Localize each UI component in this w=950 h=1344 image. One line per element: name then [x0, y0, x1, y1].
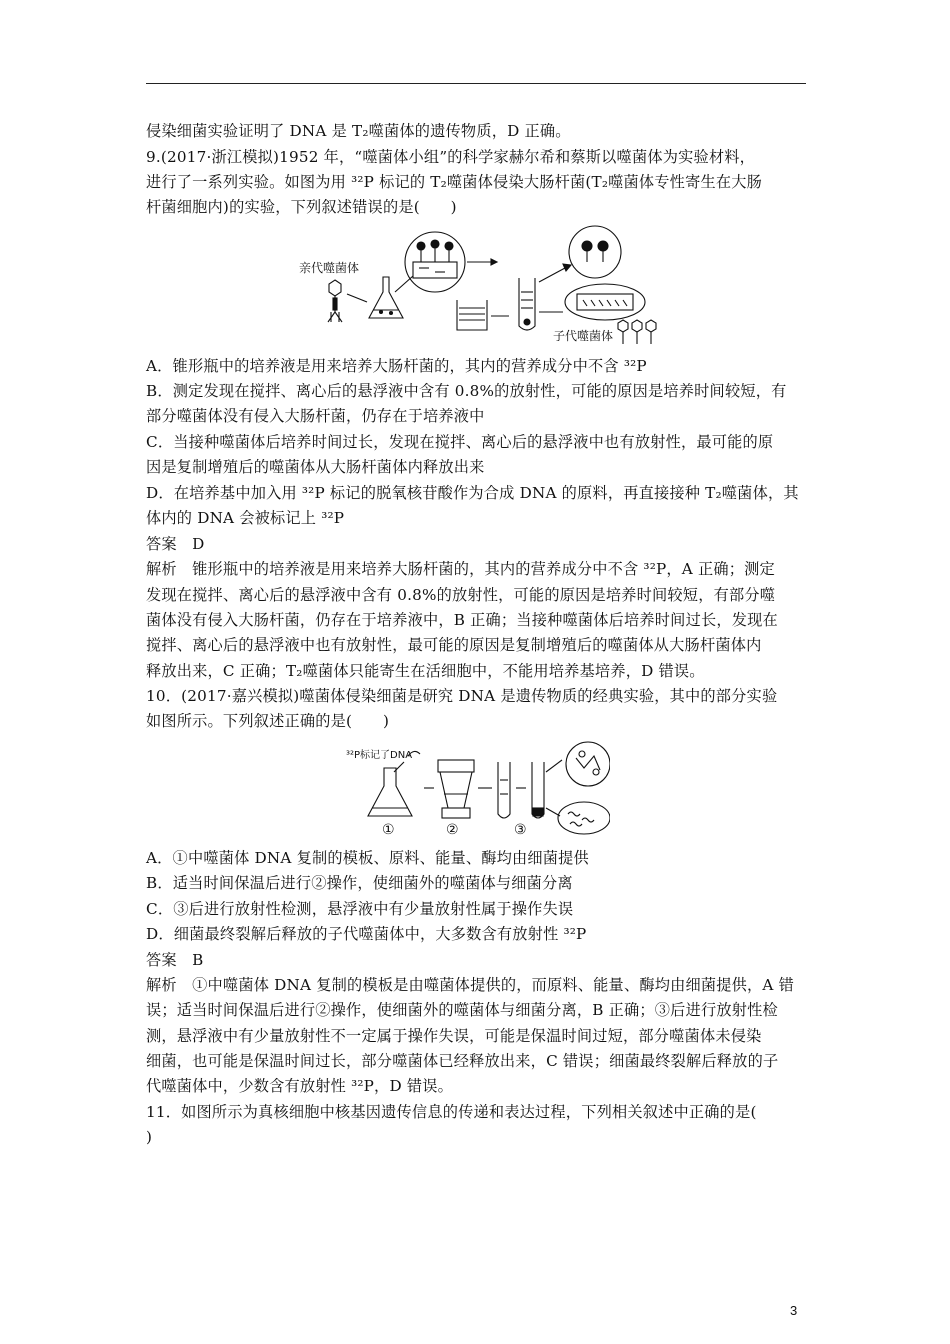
step-3-label: ③: [514, 822, 527, 838]
option-a: A．①中噬菌体 DNA 复制的模板、原料、能量、酶均由细菌提供: [146, 849, 589, 867]
analysis-10: 代噬菌体中，少数含有放射性 ³²P，D 错误。: [146, 1077, 454, 1095]
option-b: B．适当时间保温后进行②操作，使细菌外的噬菌体与细菌分离: [146, 874, 573, 892]
flask-icon: [369, 277, 403, 318]
progeny-phage-icon: [618, 320, 656, 344]
analysis-9: 菌体没有侵入大肠杆菌，仍存在于培养液中，B 正确；当接种噬菌体后培养时间过长，发现在: [146, 611, 778, 629]
figure-dna-labeling-steps: [338, 738, 610, 838]
beaker-icon: [457, 300, 487, 330]
label-parent-phage: 亲代噬菌体: [299, 261, 360, 275]
option-b: 部分噬菌体没有侵入大肠杆菌，仍存在于培养液中: [146, 407, 485, 425]
centrifuge-tube-icon: [532, 762, 544, 818]
question-11-stem: ): [146, 1128, 153, 1146]
option-d: D．在培养基中加入用 ³²P 标记的脱氧核苷酸作为合成 DNA 的原料，再直接接种 T₂噬菌体，其: [146, 484, 799, 502]
analysis-10: 误；适当时间保温后进行②操作，使细菌外的噬菌体与细菌分离，B 正确；③后进行放射性检: [146, 1001, 778, 1019]
label-progeny-phage: 子代噬菌体: [553, 329, 614, 343]
text-line: 侵染细菌实验证明了 DNA 是 T₂噬菌体的遗传物质，D 正确。: [146, 122, 571, 140]
supernatant-result-icon: [569, 226, 621, 278]
analysis-10: 测，悬浮液中有少量放射性不一定属于操作失误，可能是保温时间过短，部分噬菌体未侵染: [146, 1027, 762, 1045]
analysis-9: 解析 锥形瓶中的培养液是用来培养大肠杆菌的，其内的营养成分中不含 ³²P，A 正确；测定: [146, 560, 775, 578]
blender-icon: [438, 760, 474, 818]
question-10-stem: 10．(2017·嘉兴模拟)噬菌体侵染细菌是研究 DNA 是遗传物质的经典实验，其中的部分实验: [146, 687, 778, 705]
analysis-9: 释放出来，C 正确；T₂噬菌体只能寄生在活细胞中，不能用培养基培养，D 错误。: [146, 662, 705, 680]
step-2-label: ②: [446, 822, 459, 838]
header-rule: [146, 83, 806, 84]
precipitate-result-icon: [565, 284, 645, 320]
question-10-stem: 如图所示。下列叙述正确的是( ): [146, 712, 390, 730]
label-32p-dna: ³²P标记了DNA: [346, 750, 413, 761]
option-b: B．测定发现在搅拌、离心后的悬浮液中含有 0.8%的放射性，可能的原因是培养时间较短，有: [146, 382, 787, 400]
answer-10: 答案 B: [146, 951, 204, 969]
result-ellipse-bottom-icon: [558, 802, 610, 834]
magnified-infection-icon: [405, 232, 465, 292]
option-d: 体内的 DNA 会被标记上 ³²P: [146, 509, 345, 527]
option-c: 因是复制增殖后的噬菌体从大肠杆菌体内释放出来: [146, 458, 485, 476]
question-9-stem: 杆菌细胞内)的实验，下列叙述错误的是( ): [146, 198, 457, 216]
question-9-stem: 进行了一系列实验。如图为用 ³²P 标记的 T₂噬菌体侵染大肠杆菌(T₂噬菌体专性寄生在大肠: [146, 173, 763, 191]
result-circle-top-icon: [566, 742, 610, 786]
test-tube-icon: [498, 762, 510, 818]
option-c: C．③后进行放射性检测，悬浮液中有少量放射性属于操作失误: [146, 900, 574, 918]
figure-phage-infection-experiment: [295, 222, 665, 348]
analysis-9: 搅拌、离心后的悬浮液中也有放射性，最可能的原因是复制增殖后的噬菌体从大肠杆菌体内: [146, 636, 762, 654]
analysis-10: 细菌，也可能是保温时间过长，部分噬菌体已经释放出来，C 错误；细菌最终裂解后释放的子: [146, 1052, 779, 1070]
analysis-10: 解析 ①中噬菌体 DNA 复制的模板是由噬菌体提供的，而原料、能量、酶均由细菌提供，A 错: [146, 976, 795, 994]
question-9-stem: 9.(2017·浙江模拟)1952 年，“噬菌体小组”的科学家赫尔希和蔡斯以噬菌体为实验材料，: [146, 148, 756, 166]
centrifuge-tube-icon: [519, 278, 535, 330]
answer-9: 答案 D: [146, 535, 205, 553]
page-number: 3: [790, 1303, 798, 1318]
flask-icon: [368, 768, 412, 816]
question-11-stem: 11．如图所示为真核细胞中核基因遗传信息的传递和表达过程，下列相关叙述中正确的是(: [146, 1103, 757, 1121]
analysis-9: 发现在搅拌、离心后的悬浮液中含有 0.8%的放射性，可能的原因是培养时间较短，有部分噬: [146, 586, 776, 604]
step-1-label: ①: [382, 822, 395, 838]
option-c: C．当接种噬菌体后培养时间过长，发现在搅拌、离心后的悬浮液中也有放射性，最可能的原: [146, 433, 774, 451]
parent-phage-icon: [328, 280, 342, 322]
option-d: D．细菌最终裂解后释放的子代噬菌体中，大多数含有放射性 ³²P: [146, 925, 587, 943]
option-a: A．锥形瓶中的培养液是用来培养大肠杆菌的，其内的营养成分中不含 ³²P: [146, 357, 647, 375]
